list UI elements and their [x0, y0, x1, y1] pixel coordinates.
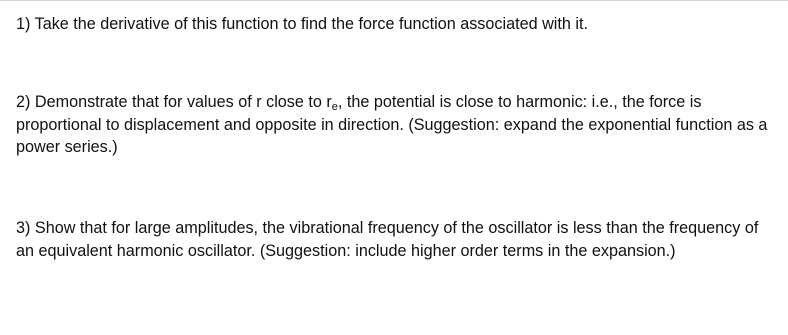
question-2-text-end: , the potential is close to harmonic: i.e., the force is proportional to displacement and opposite in direction. (Suggestion: expand the exponential function as a power series.) — [16, 93, 768, 156]
question-2 — [16, 91, 768, 159]
r-subscript-e: e — [331, 101, 338, 113]
question-3: 3) Show that for large amplitudes, the vibrational frequency of the oscillator is less than the frequency of an equivalent harmonic oscillator. (Suggestion: include higher order terms in the expansion.) — [16, 219, 759, 260]
question-1: 1) Take the derivative of this function to find the force function associated with it. — [16, 15, 588, 33]
question-2-text-start: 2) Demonstrate that for values of r close to r — [16, 93, 332, 111]
